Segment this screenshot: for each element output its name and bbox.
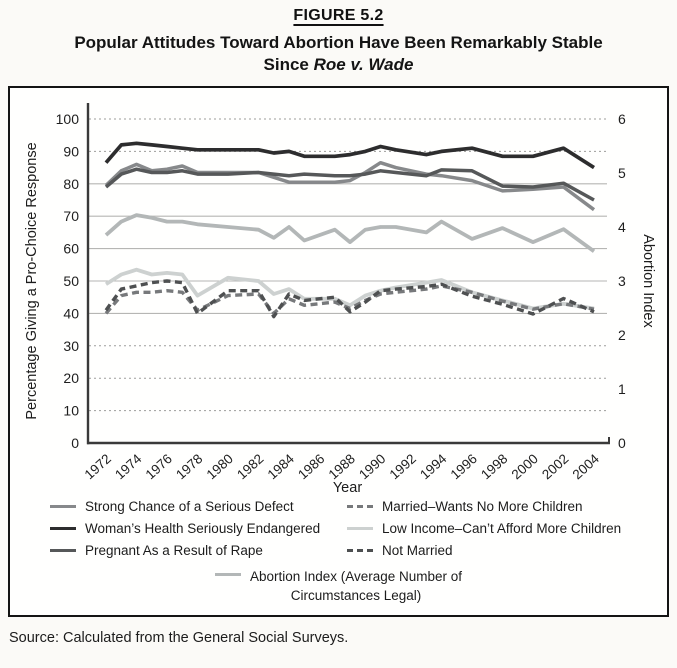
rape-line-swatch-icon [50, 549, 76, 552]
legend-label: Strong Chance of a Serious Defect [85, 498, 294, 514]
x-tick-label: 1992 [386, 450, 420, 483]
figure-title-case-name: Roe v. Wade [313, 55, 414, 75]
y-right-axis-title: Abortion Index [640, 234, 656, 328]
source-note: Source: Calculated from the General Social Surveys. [9, 629, 349, 646]
y-left-tick-label: 0 [71, 434, 79, 451]
y-right-tick-label: 4 [618, 218, 626, 235]
y-right-tick-label: 5 [618, 164, 626, 181]
legend-columns [10, 499, 667, 565]
legend-item-rape [50, 543, 347, 558]
y-left-tick-label: 20 [63, 370, 79, 387]
figure-title [0, 32, 677, 77]
legend-label: Woman’s Health Seriously Endangered [85, 520, 321, 536]
legend-label-line2: Circumstances Legal) [290, 588, 422, 604]
y-right-tick-label: 2 [618, 326, 626, 343]
y-left-tick-label: 30 [63, 337, 79, 354]
legend-item-notmarried [347, 543, 621, 558]
x-tick-label: 1982 [234, 450, 267, 483]
x-tick-label: 1984 [264, 450, 298, 483]
x-tick-label: 2004 [569, 450, 603, 483]
legend-label [250, 567, 462, 606]
series-line-index [106, 215, 594, 251]
y-right-tick-label: 3 [618, 272, 626, 289]
series-line-rape [106, 169, 594, 200]
series-lines [106, 143, 594, 316]
y-left-tick-label: 10 [63, 402, 79, 419]
x-axis-title: Year [332, 479, 363, 496]
y-left-tick-label: 70 [63, 208, 79, 225]
y-left-tick-label: 60 [63, 240, 79, 257]
y-right-tick-label: 1 [618, 380, 626, 397]
y-left-axis-title: Percentage Giving a Pro-Choice Response [24, 142, 40, 420]
y-left-tick-label: 50 [63, 272, 79, 289]
y-right-tick-label: 6 [618, 110, 626, 127]
x-tick-label: 1980 [203, 450, 237, 483]
y-left-tick-label: 40 [63, 305, 79, 322]
y-left-tick-label: 90 [63, 143, 79, 160]
married-line-swatch-icon [347, 505, 373, 508]
legend-label: Not Married [382, 542, 453, 558]
x-tick-label: 1976 [142, 450, 176, 483]
x-tick-label: 1996 [447, 450, 481, 483]
x-tick-label: 1988 [325, 450, 359, 483]
figure-title-line1: Popular Attitudes Toward Abortion Have Been Remarkably Stable [74, 33, 603, 52]
x-tick-label: 1974 [112, 450, 145, 483]
y-left-tick-label: 100 [55, 110, 79, 127]
figure-number: FIGURE 5.2 [293, 7, 384, 24]
chart-legend [10, 499, 667, 606]
gridlines [89, 119, 607, 411]
x-tick-label: 1972 [81, 450, 115, 483]
line-chart [10, 91, 663, 498]
x-tick-label: 1978 [173, 450, 206, 483]
legend-item-health [50, 521, 347, 536]
legend-item-married [347, 499, 621, 514]
series-line-notmarried [106, 281, 594, 317]
legend-label: Pregnant As a Result of Rape [85, 542, 263, 558]
abortion-index-line-swatch-icon [215, 573, 241, 576]
figure-title-line2-prefix: Since [263, 55, 309, 75]
x-tick-label: 2002 [539, 450, 572, 483]
legend-item-abortion-index [10, 567, 667, 606]
legend-label: Low Income–Can’t Afford More Children [382, 520, 622, 536]
legend-label-line1: Abortion Index (Average Number of [249, 568, 463, 584]
x-tick-label: 2000 [508, 450, 542, 483]
legend-item-lowincome [347, 521, 621, 536]
series-line-health [106, 143, 594, 167]
legend-item-defect [50, 499, 347, 514]
x-tick-label: 1998 [478, 450, 511, 483]
y-left-tick-label: 80 [63, 175, 79, 192]
defect-line-swatch-icon [50, 505, 76, 508]
health-line-swatch-icon [50, 527, 76, 530]
x-tick-label: 1986 [295, 450, 328, 483]
chart-panel [8, 86, 669, 617]
notmarried-line-swatch-icon [347, 549, 373, 552]
series-line-lowincome [106, 270, 594, 309]
x-tick-label: 1994 [417, 450, 450, 483]
figure-title-block [0, 0, 677, 77]
x-tick-label: 1990 [356, 450, 389, 483]
legend-label: Married–Wants No More Children [382, 498, 583, 514]
legend-column-1 [50, 499, 347, 565]
y-right-tick-label: 0 [618, 434, 626, 451]
lowincome-line-swatch-icon [347, 527, 373, 530]
legend-column-2 [347, 499, 621, 565]
